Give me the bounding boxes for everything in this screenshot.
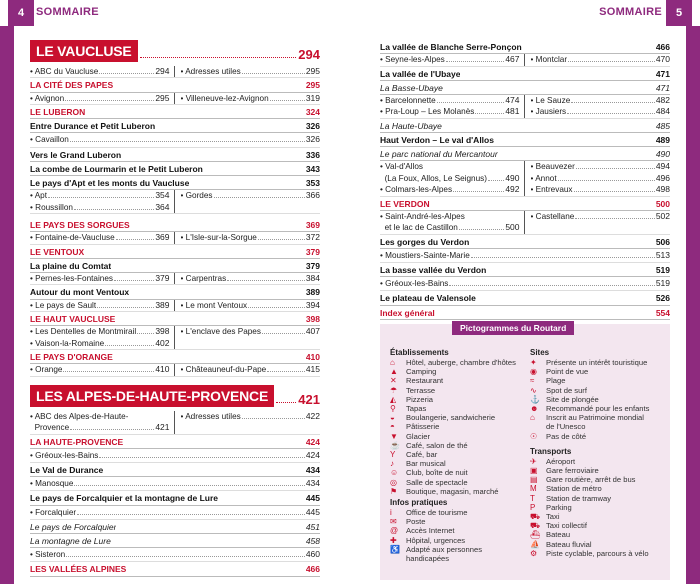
viewpoint-icon: ◉ xyxy=(530,367,537,377)
toc-section[interactable]: LE PAYS D'ORANGE 410 xyxy=(30,350,320,364)
river-boat-icon: ⛵ xyxy=(530,539,540,549)
toc-entry[interactable]: • Villeneuve-lez-Avignon 319 xyxy=(180,92,320,103)
legend-heading: Transports xyxy=(530,446,572,456)
toc-subsection[interactable]: Le pays de Forcalquier 451 xyxy=(30,520,320,534)
toc-subsection[interactable]: Le parc national du Mercantour 490 xyxy=(380,147,670,161)
tea-icon: ☕ xyxy=(390,440,400,450)
toc-section[interactable]: LA HAUTE-PROVENCE 424 xyxy=(30,435,320,449)
legend-heading: Infos pratiques xyxy=(390,498,448,508)
toc-entry-pair xyxy=(30,326,320,350)
toc-subsection[interactable]: La vallée de Blanche Serre-Ponçon 466 xyxy=(380,40,670,54)
toc-entry-pair xyxy=(30,66,320,78)
toc-subsection[interactable]: Le plateau de Valensole 526 xyxy=(380,291,670,305)
toc-entry[interactable]: • Sisteron 460 xyxy=(30,548,320,562)
toc-subsection[interactable]: La montagne de Lure 458 xyxy=(30,534,320,548)
step-aside-icon: ☉ xyxy=(530,431,538,441)
tapas-icon: ⚲ xyxy=(390,404,396,414)
toc-subsection[interactable]: Haut Verdon – Le val d'Allos 489 xyxy=(380,133,670,147)
toc-entry[interactable]: • Colmars-les-Alpes 492 xyxy=(380,184,520,195)
toc-section[interactable]: LA CITÉ DES PAPES 295 xyxy=(30,78,320,92)
page-title: SOMMAIRE xyxy=(599,6,662,18)
toc-section[interactable]: LE VERDON 500 xyxy=(380,197,670,211)
toc-entry-pair xyxy=(30,232,320,244)
camping-icon: ▲ xyxy=(390,367,398,377)
tourist-office-icon: i xyxy=(390,508,392,518)
toc-section[interactable]: LE LUBERON 324 xyxy=(30,105,320,119)
toc-entry-pair xyxy=(30,300,320,312)
toc-entry[interactable]: • Avignon 295 xyxy=(30,92,170,103)
toc-subsection[interactable]: La combe de Lourmarin et le Petit Luberon 343 xyxy=(30,162,320,176)
nightclub-icon: ☺ xyxy=(390,468,399,478)
toc-region-heading[interactable]: LES ALPES-DE-HAUTE-PROVENCE 421 xyxy=(30,385,320,407)
toc-entry[interactable]: • Carpentras 384 xyxy=(180,273,320,284)
toc-entry-pair xyxy=(30,364,320,376)
tram-icon: T xyxy=(530,493,535,503)
toc-entry[interactable]: • Moustiers-Sainte-Marie 513 xyxy=(380,249,670,263)
toc-section[interactable]: LE PAYS DES SORGUES 369 xyxy=(30,218,320,232)
toc-section[interactable]: LE HAUT VAUCLUSE 398 xyxy=(30,312,320,326)
toc-entry[interactable]: • Pra-Loup – Les Molanès 481 xyxy=(380,106,520,117)
kids-icon: ☻ xyxy=(530,404,539,414)
left-page-header xyxy=(0,0,350,26)
surf-icon: ∿ xyxy=(530,385,537,395)
toc-entry[interactable]: • Châteauneuf-du-Pape 415 xyxy=(180,364,320,375)
toc-subsection[interactable]: Le pays d'Apt et les monts du Vaucluse 353 xyxy=(30,176,320,190)
toc-entry-pair xyxy=(380,54,670,66)
toc-subsection[interactable]: Autour du mont Ventoux 389 xyxy=(30,285,320,299)
toc-entry-pair xyxy=(380,95,670,119)
toc-entry[interactable]: • Gréoux-les-Bains 519 xyxy=(380,277,670,291)
toc-entry-pair xyxy=(30,93,320,105)
toc-entry[interactable]: • Adresses utiles 422 xyxy=(180,410,320,421)
toc-section[interactable]: Index général 554 xyxy=(380,306,670,320)
toc-entry[interactable]: • Vaison-la-Romaine 402 xyxy=(30,337,170,348)
toc-entry[interactable]: • ABC des Alpes-de-Haute- xyxy=(30,411,129,421)
pastry-icon: ◓ xyxy=(390,422,395,432)
pictogram-legend xyxy=(380,324,670,580)
toc-entry[interactable]: • Val-d'Allos xyxy=(380,162,423,172)
music-icon: ♪ xyxy=(390,459,394,469)
hotel-icon: ⌂ xyxy=(390,358,395,367)
toc-subsection[interactable]: Vers le Grand Luberon 336 xyxy=(30,148,320,162)
page-title: SOMMAIRE xyxy=(36,6,99,18)
toc-left-column xyxy=(30,40,320,577)
toc-entry-pair xyxy=(30,273,320,285)
toc-entry[interactable]: • Les Dentelles de Montmirail 398 xyxy=(30,326,170,337)
toc-entry[interactable]: • Castellane 502 xyxy=(530,210,670,221)
page-number: 4 xyxy=(8,0,34,26)
toc-entry[interactable]: • Adresses utiles 295 xyxy=(180,66,320,76)
right-page-header xyxy=(350,0,700,26)
parking-icon: P xyxy=(530,502,536,512)
metro-icon: M xyxy=(530,484,537,494)
toc-subsection[interactable]: La Basse-Ubaye 471 xyxy=(380,81,670,95)
toc-entry[interactable]: • Seyne-les-Alpes 467 xyxy=(380,54,520,65)
post-icon: ✉ xyxy=(390,517,397,527)
toc-entry[interactable]: • Le Sauze 482 xyxy=(530,95,670,106)
left-page-edge xyxy=(0,0,14,584)
shared-taxi-icon: ⛟ xyxy=(530,521,541,531)
toc-entry[interactable]: (La Foux, Allos, Le Seignus) 490 xyxy=(384,172,520,183)
toc-entry-pair xyxy=(380,161,670,196)
legend-title: Pictogrammes du Routard xyxy=(452,321,574,335)
toc-entry[interactable]: • Orange 410 xyxy=(30,364,170,375)
toc-entry-pair xyxy=(380,211,670,235)
toc-subsection[interactable]: La basse vallée du Verdon 519 xyxy=(380,263,670,277)
train-icon: ▣ xyxy=(530,466,538,476)
toc-entry[interactable]: • Beauvezer 494 xyxy=(530,161,670,172)
toc-entry[interactable]: • Gréoux-les-Bains 424 xyxy=(30,449,320,463)
toc-entry-pair xyxy=(30,190,320,214)
shop-icon: ⚑ xyxy=(390,486,398,496)
toc-subsection[interactable]: Le pays de Forcalquier et la montagne de Lure 445 xyxy=(30,491,320,505)
toc-entry[interactable]: • Apt 354 xyxy=(30,190,170,201)
diving-icon: ⚓ xyxy=(530,394,540,404)
toc-entry[interactable]: • Gordes 366 xyxy=(180,190,320,201)
bakery-icon: ◒ xyxy=(390,413,395,423)
bar-icon: Y xyxy=(390,450,396,460)
toc-entry[interactable]: • ABC du Vaucluse 294 xyxy=(30,66,170,76)
sight-icon: ✦ xyxy=(530,358,537,367)
toc-subsection[interactable]: Les gorges du Verdon 506 xyxy=(380,235,670,249)
toc-entry[interactable]: • Le mont Ventoux 394 xyxy=(180,299,320,310)
toc-right-column xyxy=(380,40,670,334)
toc-entry[interactable]: • L'enclave des Papes 407 xyxy=(180,326,320,337)
hospital-icon: ✚ xyxy=(390,535,397,545)
toc-entry[interactable]: • Annot 496 xyxy=(530,172,670,183)
toc-subsection[interactable]: La Haute-Ubaye 485 xyxy=(380,119,670,133)
toc-entry[interactable]: • Saint-André-les-Alpes xyxy=(380,211,465,221)
toc-section[interactable]: LES VALLÉES ALPINES 466 xyxy=(30,562,320,576)
toc-entry[interactable]: et le lac de Castillon 500 xyxy=(384,222,520,233)
toc-entry[interactable]: • Pernes-les-Fontaines 379 xyxy=(30,273,170,284)
toc-entry-pair xyxy=(30,411,320,435)
airport-icon: ✈ xyxy=(530,456,537,466)
legend-heading: Établissements xyxy=(390,348,449,357)
toc-entry[interactable]: • Forcalquier 445 xyxy=(30,506,320,520)
toc-entry[interactable]: • Roussillon 364 xyxy=(30,201,170,212)
toc-entry[interactable]: • Barcelonnette 474 xyxy=(380,95,520,106)
toc-subsection[interactable]: Le Val de Durance 434 xyxy=(30,463,320,477)
toc-subsection[interactable]: La plaine du Comtat 379 xyxy=(30,259,320,273)
page-number: 5 xyxy=(666,0,692,26)
toc-entry[interactable]: • Cavaillon 326 xyxy=(30,133,320,147)
legend-column-right: Sites ✦ Présente un intérêt touristique ◉ Point de vue ≈ Plage ∿ Spot de surf ⚓ Site de plongée ☻ Recommandé pour les enfants ⌂ Inscrit au Patrimoine mondial de l'Unesco ☉ Pas de côté Transports ✈ Aéroport ▣ Gare ferroviaire ▤ Gare routière, arrêt de bus M Station de métro T Station de tramway P Parking ⛟ Taxi ⛟ Taxi collectif ⛴ Bateau ⛵ Bateau fluvial ⚙ Piste cyclable, parcours à vélo xyxy=(530,346,666,558)
right-page-edge xyxy=(686,0,700,584)
boat-icon: ⛴ xyxy=(530,530,541,540)
toc-entry[interactable]: • Fontaine-de-Vaucluse 369 xyxy=(30,232,170,243)
toc-entry[interactable]: • Manosque 434 xyxy=(30,477,320,491)
toc-entry[interactable]: • Le pays de Sault 389 xyxy=(30,299,170,310)
toc-region-heading[interactable]: LE VAUCLUSE 294 xyxy=(30,40,320,62)
legend-heading: Sites xyxy=(530,348,550,357)
internet-icon: @ xyxy=(390,526,399,536)
toc-section[interactable]: LE VENTOUX 379 xyxy=(30,245,320,259)
toc-entry[interactable]: • Jausiers 484 xyxy=(530,106,670,117)
theatre-icon: ◎ xyxy=(390,477,397,487)
accessible-icon: ♿ xyxy=(390,544,400,554)
toc-subsection[interactable]: Entre Durance et Petit Luberon 326 xyxy=(30,119,320,133)
pizza-icon: ◭ xyxy=(390,394,397,404)
restaurant-icon: ✕ xyxy=(390,376,397,386)
terrace-icon: ☂ xyxy=(390,385,398,395)
bike-icon: ⚙ xyxy=(530,548,538,558)
toc-entry[interactable]: • Montclar 470 xyxy=(530,54,670,65)
legend-column-left: Établissements ⌂ Hôtel, auberge, chambre d'hôtes ▲ Camping ✕ Restaurant ☂ Terrasse ◭ Pizzeria ⚲ Tapas ◒ Boulangerie, sandwicherie ◓ Pâtisserie ▼ Glacier ☕ Café, salon de thé Y Café, bar ♪ Bar musical ☺ Club, boîte de nuit ◎ Salle de spectacle ⚑ Boutique, magasin, marché Infos pratiques i Office de tourisme ✉ Poste @ Accès Internet ✚ Hôpital, urgences ♿ Adapté aux personnes handicapées xyxy=(390,346,530,563)
bus-icon: ▤ xyxy=(530,475,538,485)
toc-entry[interactable]: Provence 421 xyxy=(34,422,170,433)
unesco-icon: ⌂ xyxy=(530,413,535,423)
toc-entry[interactable]: • Entrevaux 498 xyxy=(530,184,670,195)
taxi-icon: ⛟ xyxy=(530,512,541,522)
toc-subsection[interactable]: La vallée de l'Ubaye 471 xyxy=(380,67,670,81)
ice-cream-icon: ▼ xyxy=(390,431,398,441)
toc-entry[interactable]: • L'Isle-sur-la-Sorgue 372 xyxy=(180,232,320,243)
beach-icon: ≈ xyxy=(530,376,535,386)
